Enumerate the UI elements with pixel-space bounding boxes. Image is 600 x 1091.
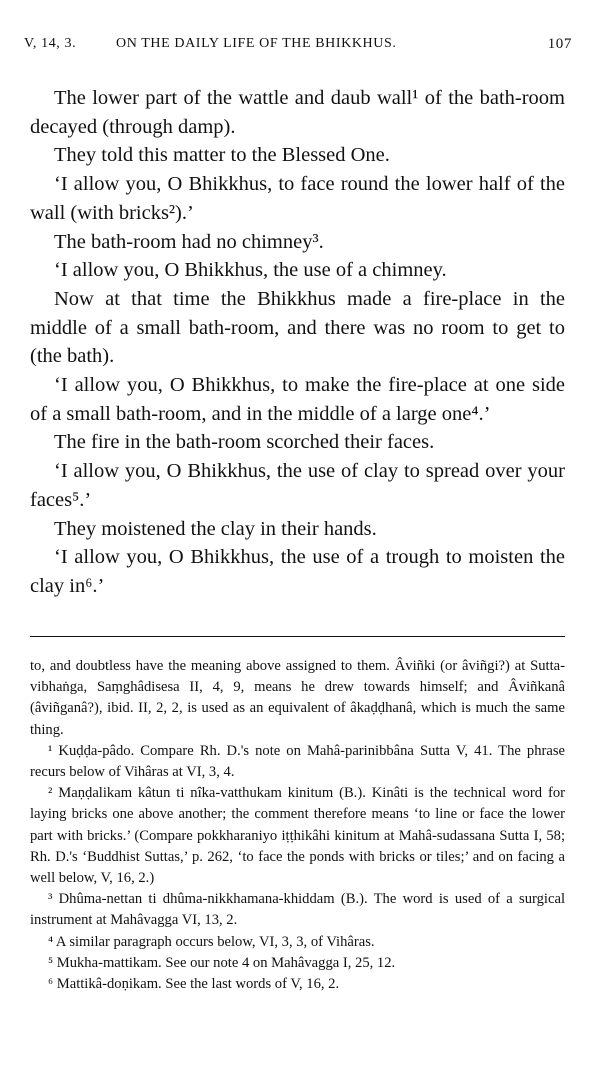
footnote: ⁶ Mattikâ-doṇikam. See the last words of V, 16, 2. [48, 976, 340, 993]
chapter-title: ON THE DAILY LIFE OF THE BHIKKHUS. [116, 36, 397, 51]
paragraph: ‘I allow you, O Bhikkhus, to make the fire-place at one side of a small bath-room, and in the middle of a large one⁴.’ [30, 374, 565, 425]
footnote: ⁴ A similar paragraph occurs below, VI, 3, 3, of Vihâras. [48, 933, 375, 950]
footnote: ³ Dhûma-nettan ti dhûma-nikkhamana-khiddam (B.). The word is used of a surgical instrument at Mahâvagga VI, 13, 2. [30, 891, 565, 929]
paragraph: ‘I allow you, O Bhikkhus, the use of a trough to moisten the clay in⁶.’ [30, 546, 565, 597]
footnote-continuation: to, and doubtless have the meaning above assigned to them. Âviñki (or âviñgi?) at Sutta-vibhaṅga, Saṃghâdisesa II, 4, 9, means he drew towards himself; and Âviñkanâ (âviñganâ?), ibid. II, 2, 2, is used as an equivalent of âkaḍḍhanâ, which is much the same thing. [30, 658, 565, 738]
running-head [24, 36, 572, 58]
paragraph: The bath-room had no chimney³. [54, 230, 324, 253]
section-reference: V, 14, 3. [24, 36, 77, 51]
paragraph: They told this matter to the Blessed One. [54, 144, 390, 167]
paragraph: Now at that time the Bhikkhus made a fire-place in the middle of a small bath-room, and there was no room to get to (the bath). [30, 287, 565, 368]
paragraph: They moistened the clay in their hands. [54, 517, 377, 540]
paragraph: ‘I allow you, O Bhikkhus, to face round the lower half of the wall (with bricks²).’ [30, 173, 565, 224]
paragraph: ‘I allow you, O Bhikkhus, the use of clay to spread over your faces⁵.’ [30, 460, 565, 511]
footnote: ¹ Kuḍḍa-pâdo. Compare Rh. D.'s note on Mahâ-parinibbâna Sutta V, 41. The phrase recurs below of Vihâras at VI, 3, 4. [30, 742, 565, 781]
paragraph: The fire in the bath-room scorched their faces. [54, 431, 435, 454]
footnote-divider [30, 636, 565, 637]
footnote: ² Maṇḍalikam kâtun ti nîka-vatthukam kinitum (B.). Kinâti is the technical word for laying bricks one above another; the comment therefore means ‘to line or face the lower part with bricks.’ (Compare pokkharaniyo iṭṭhikâhi kinitum at Mahâ-sudassana Sutta I, 58; Rh. D.'s ‘Buddhist Suttas,’ p. 262, ‘to face the ponds with bricks or tiles;’ and on facing a well below, V, 16, 2.) [30, 785, 565, 887]
footnote: ⁵ Mukha-mattikam. See our note 4 on Mahâvagga I, 25, 12. [48, 954, 396, 971]
paragraph: The lower part of the wattle and daub wall¹ of the bath-room decayed (through damp). [30, 87, 565, 138]
main-text [30, 84, 565, 601]
footnotes [30, 656, 565, 995]
paragraph: ‘I allow you, O Bhikkhus, the use of a chimney. [54, 259, 447, 282]
page-number: 107 [547, 36, 572, 52]
